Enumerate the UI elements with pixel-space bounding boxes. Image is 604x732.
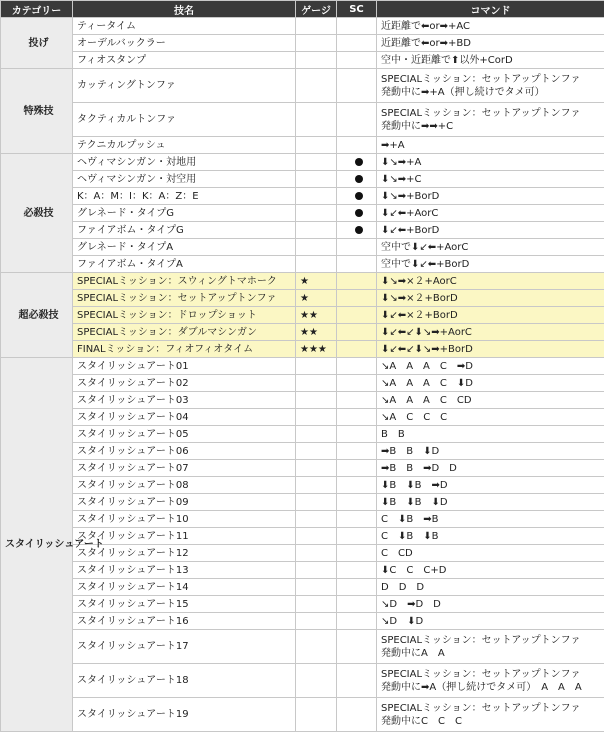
move-row xyxy=(1,239,604,256)
command-text: SPECIALミッション：セットアップトンファ 発動中にA A xyxy=(377,630,604,664)
move-name: スタイリッシュアート17 xyxy=(73,630,296,664)
move-name: スタイリッシュアート03 xyxy=(73,392,296,409)
move-row xyxy=(1,494,604,511)
sc-cell xyxy=(337,103,377,137)
move-name: K：A：M：I：K：A：Z：E xyxy=(73,188,296,205)
command-text: C ⬇B ➡B xyxy=(377,511,604,528)
command-text: 近距離で⬅or➡+AC xyxy=(377,18,604,35)
move-name: グレネード・タイプA xyxy=(73,239,296,256)
command-text: ⬇↙⬅×２+BorD xyxy=(377,307,604,324)
category-cell: スタイリッシュアート xyxy=(1,358,73,732)
sc-cell xyxy=(337,256,377,273)
move-row xyxy=(1,511,604,528)
gauge-stars: ★★★ xyxy=(296,341,337,358)
command-text: ⬇↙⬅+AorC xyxy=(377,205,604,222)
command-text: ⬇C C C+D xyxy=(377,562,604,579)
move-name: フィオスタンプ xyxy=(73,52,296,69)
sc-cell xyxy=(337,545,377,562)
header-name: 技名 xyxy=(73,1,296,18)
move-name: ヘヴィマシンガン・対地用 xyxy=(73,154,296,171)
gauge-stars xyxy=(296,511,337,528)
move-name: スタイリッシュアート02 xyxy=(73,375,296,392)
command-text: 空中・近距離で⬆以外+CorD xyxy=(377,52,604,69)
header-row xyxy=(1,1,604,18)
command-text: ↘D ⬇D xyxy=(377,613,604,630)
move-row xyxy=(1,426,604,443)
move-name: SPECIALミッション：ドロップショット xyxy=(73,307,296,324)
sc-cell xyxy=(337,239,377,256)
gauge-stars xyxy=(296,256,337,273)
sc-cell xyxy=(337,443,377,460)
category-cell: 必殺技 xyxy=(1,154,73,273)
move-row xyxy=(1,205,604,222)
move-row xyxy=(1,222,604,239)
move-name: ファイアボム・タイプA xyxy=(73,256,296,273)
gauge-stars xyxy=(296,239,337,256)
move-row xyxy=(1,375,604,392)
category-cell: 超必殺技 xyxy=(1,273,73,358)
sc-dot-icon xyxy=(355,209,363,217)
move-row xyxy=(1,341,604,358)
move-row xyxy=(1,290,604,307)
command-text: 空中で⬇↙⬅+BorD xyxy=(377,256,604,273)
move-name: スタイリッシュアート11 xyxy=(73,528,296,545)
move-name: スタイリッシュアート18 xyxy=(73,664,296,698)
moves-body xyxy=(1,18,604,732)
gauge-stars xyxy=(296,375,337,392)
move-row xyxy=(1,596,604,613)
command-text: ⬇↘➡+BorD xyxy=(377,188,604,205)
gauge-stars xyxy=(296,494,337,511)
command-text: ➡+A xyxy=(377,137,604,154)
gauge-stars xyxy=(296,222,337,239)
move-name: ファイアボム・タイプG xyxy=(73,222,296,239)
move-name: カッティングトンファ xyxy=(73,69,296,103)
gauge-stars xyxy=(296,426,337,443)
move-row xyxy=(1,103,604,137)
category-cell: 特殊技 xyxy=(1,69,73,154)
gauge-stars xyxy=(296,443,337,460)
sc-cell xyxy=(337,205,377,222)
command-text: ⬇↘➡+A xyxy=(377,154,604,171)
move-name: スタイリッシュアート13 xyxy=(73,562,296,579)
move-name: スタイリッシュアート05 xyxy=(73,426,296,443)
move-name: スタイリッシュアート07 xyxy=(73,460,296,477)
move-row xyxy=(1,409,604,426)
gauge-stars xyxy=(296,460,337,477)
command-text: ⬇↙⬅↙⬇↘➡+AorC xyxy=(377,324,604,341)
move-name: SPECIALミッション：ダブルマシンガン xyxy=(73,324,296,341)
move-name: スタイリッシュアート09 xyxy=(73,494,296,511)
command-text: C CD xyxy=(377,545,604,562)
command-text: ⬇↙⬅↙⬇↘➡+BorD xyxy=(377,341,604,358)
command-text: ⬇↙⬅+BorD xyxy=(377,222,604,239)
move-row xyxy=(1,664,604,698)
sc-cell xyxy=(337,494,377,511)
move-name: スタイリッシュアート12 xyxy=(73,545,296,562)
gauge-stars xyxy=(296,18,337,35)
sc-cell xyxy=(337,137,377,154)
sc-cell xyxy=(337,562,377,579)
gauge-stars xyxy=(296,69,337,103)
sc-cell xyxy=(337,630,377,664)
gauge-stars xyxy=(296,52,337,69)
move-name: SPECIALミッション：セットアップトンファ xyxy=(73,290,296,307)
move-row xyxy=(1,579,604,596)
move-name: ティータイム xyxy=(73,18,296,35)
command-text: ↘A A A C CD xyxy=(377,392,604,409)
sc-cell xyxy=(337,52,377,69)
gauge-stars: ★ xyxy=(296,273,337,290)
gauge-stars xyxy=(296,664,337,698)
gauge-stars: ★ xyxy=(296,290,337,307)
sc-cell xyxy=(337,511,377,528)
command-text: ⬇B ⬇B ⬇D xyxy=(377,494,604,511)
gauge-stars: ★★ xyxy=(296,307,337,324)
command-text: SPECIALミッション：セットアップトンファ 発動中に➡➡+C xyxy=(377,103,604,137)
gauge-stars xyxy=(296,477,337,494)
sc-cell xyxy=(337,392,377,409)
move-row xyxy=(1,256,604,273)
gauge-stars xyxy=(296,205,337,222)
move-row xyxy=(1,562,604,579)
command-text: ⬇↘➡×２+BorD xyxy=(377,290,604,307)
gauge-stars xyxy=(296,613,337,630)
command-text: ↘A A A C ⬇D xyxy=(377,375,604,392)
command-text: SPECIALミッション：セットアップトンファ 発動中にC C C xyxy=(377,698,604,732)
gauge-stars xyxy=(296,409,337,426)
move-row xyxy=(1,273,604,290)
gauge-stars xyxy=(296,528,337,545)
move-row xyxy=(1,137,604,154)
sc-cell xyxy=(337,171,377,188)
sc-cell xyxy=(337,290,377,307)
gauge-stars xyxy=(296,392,337,409)
move-row xyxy=(1,171,604,188)
move-name: FINALミッション：フィオフィオタイム xyxy=(73,341,296,358)
gauge-stars xyxy=(296,358,337,375)
sc-cell xyxy=(337,664,377,698)
move-name: スタイリッシュアート15 xyxy=(73,596,296,613)
command-text: 近距離で⬅or➡+BD xyxy=(377,35,604,52)
gauge-stars xyxy=(296,171,337,188)
command-text: 空中で⬇↙⬅+AorC xyxy=(377,239,604,256)
sc-cell xyxy=(337,35,377,52)
command-text: ⬇↘➡×２+AorC xyxy=(377,273,604,290)
gauge-stars xyxy=(296,545,337,562)
gauge-stars xyxy=(296,154,337,171)
sc-cell xyxy=(337,324,377,341)
command-text: SPECIALミッション：セットアップトンファ 発動中に➡+A（押し続けでタメ可） xyxy=(377,69,604,103)
move-row xyxy=(1,188,604,205)
sc-cell xyxy=(337,596,377,613)
move-row xyxy=(1,698,604,732)
command-text: ↘A A A C ➡D xyxy=(377,358,604,375)
gauge-stars xyxy=(296,35,337,52)
move-row xyxy=(1,307,604,324)
gauge-stars xyxy=(296,103,337,137)
sc-cell xyxy=(337,273,377,290)
move-row xyxy=(1,154,604,171)
gauge-stars xyxy=(296,137,337,154)
header-category: カテゴリー xyxy=(1,1,73,18)
sc-cell xyxy=(337,613,377,630)
move-row xyxy=(1,545,604,562)
gauge-stars: ★★ xyxy=(296,324,337,341)
command-text: ↘A C C C xyxy=(377,409,604,426)
gauge-stars xyxy=(296,562,337,579)
move-name: SPECIALミッション：スウィングトマホーク xyxy=(73,273,296,290)
command-text: D D D xyxy=(377,579,604,596)
command-text: ↘D ➡D D xyxy=(377,596,604,613)
move-name: スタイリッシュアート08 xyxy=(73,477,296,494)
header-command: コマンド xyxy=(377,1,604,18)
sc-dot-icon xyxy=(355,158,363,166)
move-row xyxy=(1,443,604,460)
header-sc: SC xyxy=(337,1,377,18)
move-row xyxy=(1,52,604,69)
sc-cell xyxy=(337,18,377,35)
sc-cell xyxy=(337,698,377,732)
move-name: スタイリッシュアート16 xyxy=(73,613,296,630)
sc-cell xyxy=(337,528,377,545)
sc-cell xyxy=(337,477,377,494)
command-text: ➡B B ⬇D xyxy=(377,443,604,460)
move-row xyxy=(1,18,604,35)
sc-cell xyxy=(337,358,377,375)
sc-cell xyxy=(337,375,377,392)
command-text: B B xyxy=(377,426,604,443)
sc-cell xyxy=(337,409,377,426)
sc-cell xyxy=(337,222,377,239)
command-text: ⬇B ⬇B ➡D xyxy=(377,477,604,494)
move-row xyxy=(1,613,604,630)
command-text: SPECIALミッション：セットアップトンファ 発動中に➡A（押し続けでタメ可） A A A xyxy=(377,664,604,698)
command-text: C ⬇B ⬇B xyxy=(377,528,604,545)
move-name: スタイリッシュアート10 xyxy=(73,511,296,528)
header-gauge: ゲージ xyxy=(296,1,337,18)
sc-cell xyxy=(337,154,377,171)
sc-dot-icon xyxy=(355,226,363,234)
move-name: スタイリッシュアート19 xyxy=(73,698,296,732)
move-name: オーデルバックラー xyxy=(73,35,296,52)
move-name: スタイリッシュアート06 xyxy=(73,443,296,460)
sc-cell xyxy=(337,307,377,324)
sc-dot-icon xyxy=(355,175,363,183)
move-row xyxy=(1,630,604,664)
move-row xyxy=(1,528,604,545)
move-name: グレネード・タイプG xyxy=(73,205,296,222)
move-name: ヘヴィマシンガン・対空用 xyxy=(73,171,296,188)
sc-cell xyxy=(337,426,377,443)
move-row xyxy=(1,324,604,341)
move-row xyxy=(1,358,604,375)
move-name: スタイリッシュアート04 xyxy=(73,409,296,426)
gauge-stars xyxy=(296,630,337,664)
move-row xyxy=(1,392,604,409)
move-name: タクティカルトンファ xyxy=(73,103,296,137)
sc-cell xyxy=(337,69,377,103)
gauge-stars xyxy=(296,579,337,596)
move-row xyxy=(1,460,604,477)
category-cell: 投げ xyxy=(1,18,73,69)
move-row xyxy=(1,35,604,52)
gauge-stars xyxy=(296,698,337,732)
sc-cell xyxy=(337,341,377,358)
move-row xyxy=(1,69,604,103)
gauge-stars xyxy=(296,188,337,205)
sc-dot-icon xyxy=(355,192,363,200)
sc-cell xyxy=(337,188,377,205)
move-name: テクニカルプッシュ xyxy=(73,137,296,154)
command-text: ⬇↘➡+C xyxy=(377,171,604,188)
move-name: スタイリッシュアート01 xyxy=(73,358,296,375)
move-row xyxy=(1,477,604,494)
gauge-stars xyxy=(296,596,337,613)
sc-cell xyxy=(337,460,377,477)
move-name: スタイリッシュアート14 xyxy=(73,579,296,596)
sc-cell xyxy=(337,579,377,596)
command-text: ➡B B ➡D D xyxy=(377,460,604,477)
